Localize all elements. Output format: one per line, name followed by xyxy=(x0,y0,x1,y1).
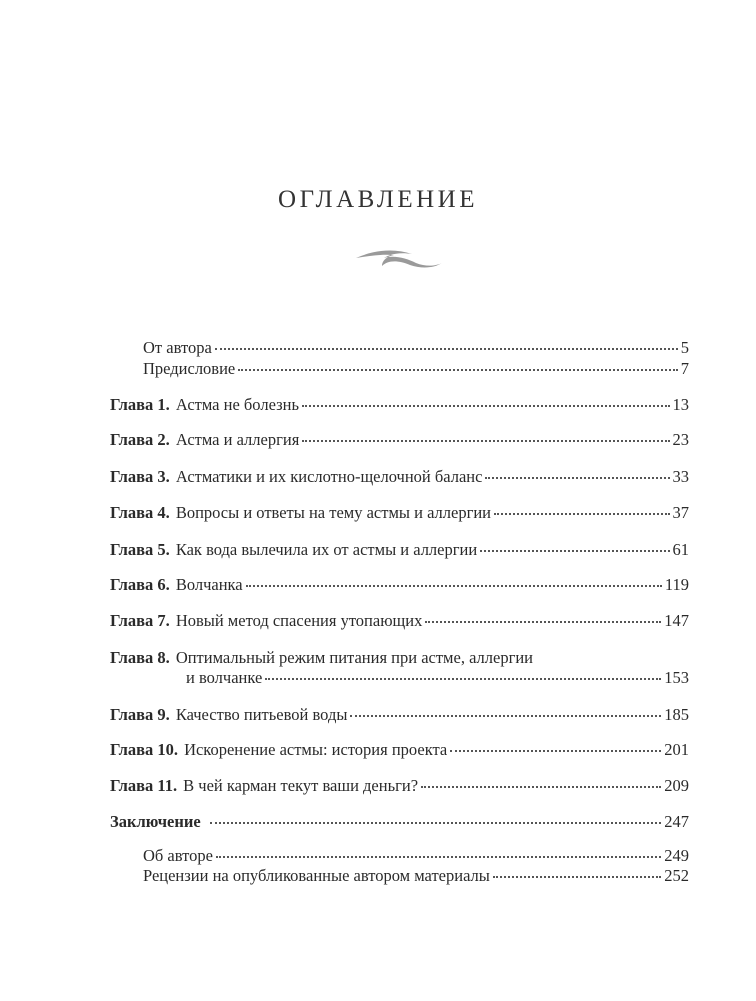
entry-title: Как вода вылечила их от астмы и аллергии xyxy=(175,540,478,559)
chapter-number: Глава 4. xyxy=(110,503,170,522)
dot-leader xyxy=(238,369,678,371)
chapter-number: Заключение xyxy=(110,812,201,831)
page-number: 247 xyxy=(664,812,689,831)
entry-title: Новый метод спасения утопающих xyxy=(175,611,423,630)
page-number: 37 xyxy=(672,503,689,522)
dot-leader xyxy=(493,876,661,878)
dot-leader xyxy=(421,786,661,788)
toc-entry[interactable] xyxy=(110,740,689,760)
dot-leader xyxy=(210,822,662,824)
dot-leader xyxy=(215,348,678,350)
toc-entry[interactable] xyxy=(110,503,689,523)
entry-title: Предисловие xyxy=(143,359,236,378)
page-number: 33 xyxy=(672,467,689,486)
chapter-number: Глава 10. xyxy=(110,740,179,759)
chapter-number: Глава 6. xyxy=(110,575,170,594)
dot-leader xyxy=(265,678,661,680)
page-number: 153 xyxy=(664,668,689,687)
dot-leader xyxy=(480,550,669,552)
dot-leader xyxy=(246,585,662,587)
page-number: 13 xyxy=(672,395,689,414)
page-number: 147 xyxy=(664,611,689,630)
toc-entry-continuation[interactable] xyxy=(186,668,689,688)
dot-leader xyxy=(302,440,669,442)
toc-entry[interactable] xyxy=(143,359,689,379)
dot-leader xyxy=(485,477,669,479)
toc-entry[interactable] xyxy=(143,846,689,866)
dot-leader xyxy=(425,621,661,623)
chapter-number: Глава 1. xyxy=(110,395,170,414)
entry-title-continued: и волчанке xyxy=(186,668,263,687)
page-number: 23 xyxy=(672,430,689,449)
page-number: 249 xyxy=(664,846,689,865)
entry-title: В чей карман текут ваши деньги? xyxy=(183,776,419,795)
toc-entry[interactable] xyxy=(110,611,689,631)
dot-leader xyxy=(302,405,670,407)
chapter-number: Глава 7. xyxy=(110,611,170,630)
entry-title: Оптимальный режим питания при астме, аллергии xyxy=(175,648,534,667)
chapter-number: Глава 5. xyxy=(110,540,170,559)
toc-entry[interactable] xyxy=(110,430,689,450)
toc-entry[interactable] xyxy=(143,866,689,886)
chapter-number: Глава 8. xyxy=(110,648,170,667)
chapter-number: Глава 9. xyxy=(110,705,170,724)
dot-leader xyxy=(450,750,661,752)
toc-entry[interactable] xyxy=(143,338,689,358)
dot-leader xyxy=(216,856,661,858)
page-number: 209 xyxy=(664,776,689,795)
entry-title: От автора xyxy=(143,338,212,357)
page-number: 252 xyxy=(664,866,689,885)
entry-title: Об авторе xyxy=(143,846,213,865)
dot-leader xyxy=(494,513,669,515)
chapter-number: Глава 2. xyxy=(110,430,170,449)
page-number: 119 xyxy=(664,575,689,594)
page-number: 185 xyxy=(664,705,689,724)
entry-title: Рецензии на опубликованные автором материалы xyxy=(143,866,490,885)
page-number: 201 xyxy=(664,740,689,759)
toc-entry[interactable] xyxy=(110,540,689,560)
entry-title: Вопросы и ответы на тему астмы и аллергии xyxy=(175,503,492,522)
chapter-number: Глава 11. xyxy=(110,776,178,795)
entry-title: Волчанка xyxy=(175,575,243,594)
toc-entry[interactable] xyxy=(110,575,689,595)
entry-title: Искоренение астмы: история проекта xyxy=(184,740,448,759)
toc-entry[interactable] xyxy=(110,395,689,415)
entry-title: Астма не болезнь xyxy=(175,395,299,414)
page-number: 5 xyxy=(680,338,689,357)
toc-entry[interactable] xyxy=(110,705,689,725)
page-number: 61 xyxy=(672,540,689,559)
entry-title: Астма и аллергия xyxy=(175,430,300,449)
page-number: 7 xyxy=(680,359,689,378)
dot-leader xyxy=(350,715,661,717)
toc-entry[interactable] xyxy=(110,812,689,832)
entry-title: Качество питьевой воды xyxy=(175,705,348,724)
wave-ornament-icon xyxy=(354,246,444,270)
toc-entry[interactable] xyxy=(110,648,689,668)
toc-entry[interactable] xyxy=(110,776,689,796)
chapter-number: Глава 3. xyxy=(110,467,170,486)
page-title: ОГЛАВЛЕНИЕ xyxy=(278,186,478,213)
toc-entry[interactable] xyxy=(110,467,689,487)
entry-title: Астматики и их кислотно-щелочной баланс xyxy=(175,467,483,486)
